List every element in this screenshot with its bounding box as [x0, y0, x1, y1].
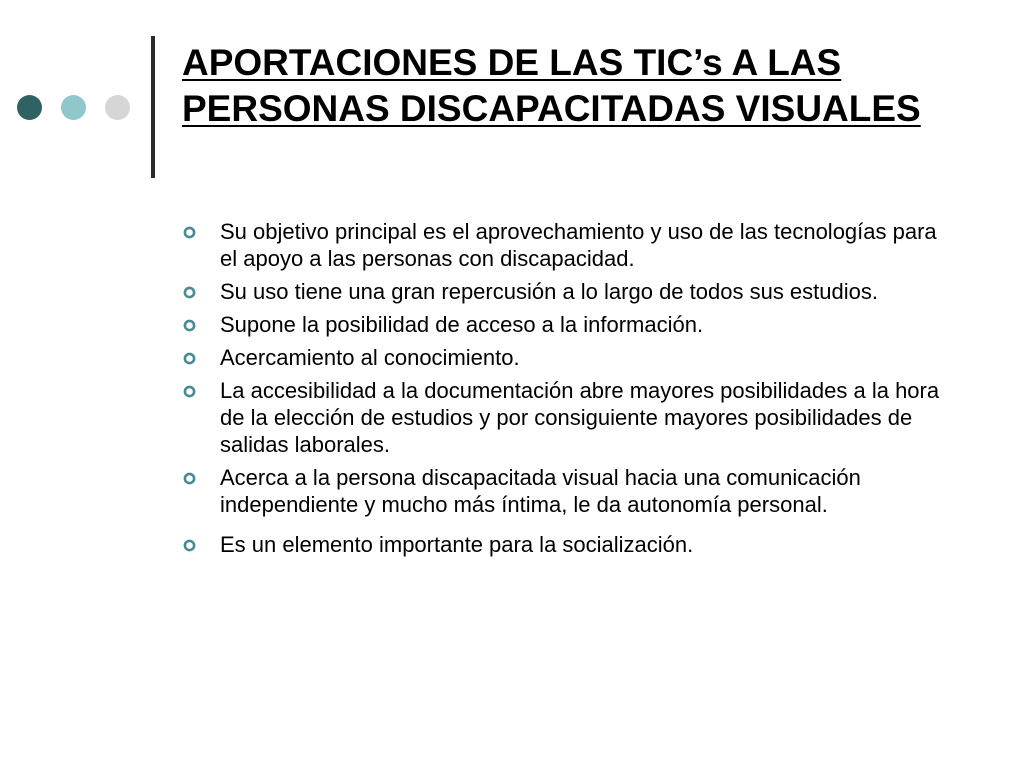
bullet-item: [183, 531, 943, 558]
bullet-item: [183, 218, 943, 272]
ring-bullet-icon: [183, 539, 196, 552]
bullet-item: [183, 311, 943, 338]
bullet-text: Acerca a la persona discapacitada visual hacia una comunicación independiente y mucho más íntima, le da autonomía personal.: [220, 465, 861, 517]
bullet-text: Es un elemento importante para la socialización.: [220, 532, 694, 557]
bullet-text: Su uso tiene una gran repercusión a lo largo de todos sus estudios.: [220, 279, 878, 304]
ring-bullet-icon: [183, 352, 196, 365]
title-divider: [151, 36, 155, 178]
decorative-dot-gray: [105, 95, 130, 120]
bullet-item: [183, 344, 943, 371]
bullet-text: Su objetivo principal es el aprovechamiento y uso de las tecnologías para el apoyo a las personas con discapacidad.: [220, 219, 937, 271]
bullet-text: Acercamiento al conocimiento.: [220, 345, 520, 370]
bullet-list: [183, 218, 943, 564]
slide-title: APORTACIONES DE LAS TIC’s A LAS PERSONAS DISCAPACITADAS VISUALES: [182, 42, 921, 129]
ring-bullet-icon: [183, 226, 196, 239]
bullet-item: [183, 377, 943, 458]
bullet-item: [183, 278, 943, 305]
bullet-item: [183, 464, 943, 518]
bullet-text: Supone la posibilidad de acceso a la información.: [220, 312, 704, 337]
ring-bullet-icon: [183, 385, 196, 398]
decorative-dot-dark: [17, 95, 42, 120]
bullet-text: La accesibilidad a la documentación abre mayores posibilidades a la hora de la elección de estudios y por consiguiente mayores posibilidades de salidas laborales.: [220, 378, 940, 457]
ring-bullet-icon: [183, 319, 196, 332]
decorative-dot-light: [61, 95, 86, 120]
ring-bullet-icon: [183, 286, 196, 299]
ring-bullet-icon: [183, 472, 196, 485]
